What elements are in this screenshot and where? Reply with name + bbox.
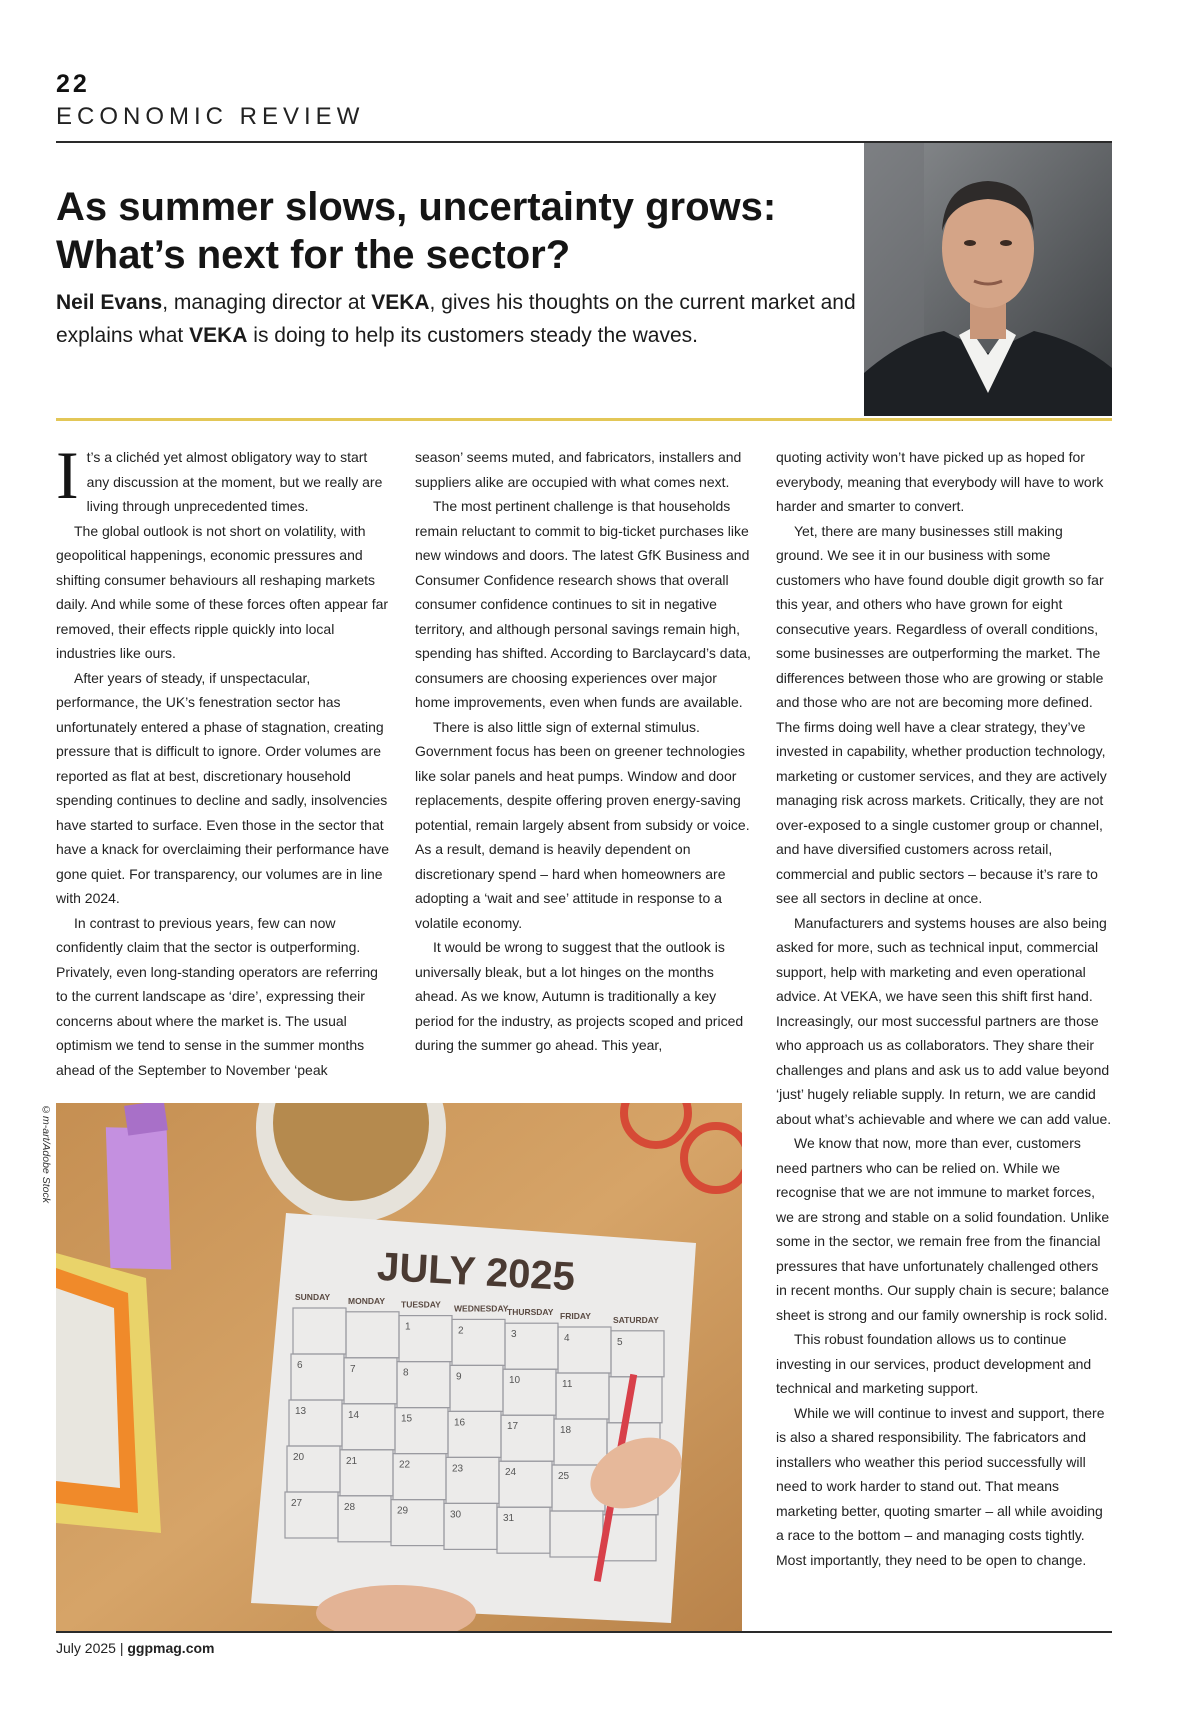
headline-line-1: As summer slows, uncertainty grows: bbox=[56, 185, 777, 229]
calendar-day-number: 23 bbox=[452, 1463, 464, 1475]
paragraph-8: It would be wrong to suggest that the outlook is universally bleak, but a lot hinges on the months ahead. As we know, Autumn is traditionally a key period for the industry, as projects scoped and priced during the summer go ahead. This year, bbox=[415, 939, 744, 1053]
paragraph-7: There is also little sign of external stimulus. Government focus has been on greener technologies like solar panels and heat pumps. Window and door replacements, despite offering proven energy-saving potential, remain largely absent from subsidy or voice. As a result, demand is heavily dependent on discretionary spend – hard when homeowners are adopting a ‘wait and see’ attitude in response to a volatile economy. bbox=[415, 718, 750, 931]
article-column-3 bbox=[776, 445, 1112, 1572]
weekday-label: SATURDAY bbox=[613, 1314, 659, 1325]
calendar-day-number: 3 bbox=[511, 1329, 517, 1341]
footer-separator: | bbox=[119, 1640, 124, 1656]
paragraph-13: This robust foundation allows us to continue investing in our services, product development and technical and marketing support. bbox=[776, 1331, 1092, 1396]
weekday-label: SUNDAY bbox=[295, 1292, 331, 1302]
calendar-day-number: 28 bbox=[344, 1501, 356, 1513]
paragraph-1: It’s a clichéd yet almost obligatory way to start any discussion at the moment, but we really are living through unprecedented times. bbox=[56, 437, 383, 514]
weekday-label: FRIDAY bbox=[560, 1311, 591, 1321]
section-label: ECONOMIC REVIEW bbox=[56, 103, 365, 130]
standfirst-part-2: , gives his thoughts on the current market and explains what bbox=[56, 291, 856, 347]
paragraph-14: While we will continue to invest and support, there is also a shared responsibility. The fabricators and installers who weather this period successfully will need to work harder to stand out. That means marketing better, quoting smarter – all while avoiding a race to the bottom – and managing costs tightly. Most importantly, they need to be open to change. bbox=[776, 1404, 1105, 1568]
calendar-day-number: 31 bbox=[503, 1513, 515, 1525]
calendar-day-number: 16 bbox=[454, 1417, 466, 1429]
paragraph-11: Manufacturers and systems houses are also being asked for more, such as technical input, commercial support, help with marketing and even operational advice. At VEKA, we have seen this shift first hand. Increasingly, our most successful partners are those who approach us as collaborators. They share their challenges and plans and ask us to add value beyond ‘just’ hugely reliable supply. In return, we are candid about what’s achievable and where we can add value. bbox=[776, 914, 1112, 1127]
paragraph-12: We know that now, more than ever, customers need partners who can be relied on. While we recognise that we are not immune to market forces, we are strong and stable on a solid foundation. Unlike some in the sector, we remain free from the financial pressures that have unfortunately challenged others in recent months. Our supply chain is secure; balance sheet is strong and our family ownership is rock solid. bbox=[776, 1135, 1110, 1323]
calendar-day-number: 29 bbox=[397, 1505, 409, 1517]
portrait-photo-icon bbox=[864, 143, 1112, 416]
paragraph-3: After years of steady, if unspectacular, performance, the UK’s fenestration sector has unfortunately entered a phase of stagnation, creating pressure that is difficult to ignore. Order volumes are reported as flat at best, discretionary household spending continues to decline and sadly, insolvencies have started to surface. Even those in the sector that have a knack for overclaiming their performance have gone quiet. For transparency, our volumes are in line with 2024. bbox=[56, 669, 390, 906]
calendar-day-number: 1 bbox=[405, 1321, 411, 1333]
standfirst-part-1: , managing director at bbox=[162, 291, 372, 314]
photo-credit: ©m-art/Adobe Stock bbox=[40, 1104, 52, 1203]
page-number: 22 bbox=[56, 70, 90, 98]
headline bbox=[56, 183, 856, 279]
calendar-day-number: 30 bbox=[450, 1509, 462, 1521]
calendar-day-number: 9 bbox=[456, 1371, 462, 1383]
company-name-2: VEKA bbox=[189, 324, 248, 347]
paragraph-2: The global outlook is not short on volatility, with geopolitical happenings, economic pressures and shifting consumer behaviours all reshaping markets daily. And while some of these forces often appear far removed, their effects ripple quickly into local industries like ours. bbox=[56, 522, 389, 661]
site-link[interactable]: ggpmag.com bbox=[127, 1640, 215, 1656]
calendar-day-number: 5 bbox=[617, 1336, 623, 1348]
standfirst bbox=[56, 286, 856, 352]
weekday-label: THURSDAY bbox=[507, 1307, 554, 1318]
article-column-2 bbox=[415, 445, 755, 1058]
calendar-day-number: 14 bbox=[348, 1409, 360, 1421]
calendar-illustration bbox=[56, 1103, 742, 1631]
calendar-day-number: 20 bbox=[293, 1452, 305, 1463]
bottom-rule bbox=[56, 1631, 1112, 1633]
author-portrait bbox=[864, 143, 1112, 416]
calendar-day-number: 10 bbox=[509, 1375, 521, 1387]
paragraph-9: quoting activity won’t have picked up as hoped for everybody, meaning that everybody will have to work harder and smarter to convert. bbox=[776, 449, 1104, 514]
calendar-photo bbox=[56, 1103, 742, 1631]
calendar-title: JULY 2025 bbox=[376, 1244, 577, 1300]
weekday-label: TUESDAY bbox=[401, 1299, 441, 1310]
paragraph-4: In contrast to previous years, few can now confidently claim that the sector is outperforming. Privately, even long-standing operators are referring to the current landscape as ‘dire’, expressing their concerns about where the market is. The usual optimism we tend to sense in the summer months ahead of the September to November ‘peak bbox=[56, 914, 378, 1078]
company-name: VEKA bbox=[371, 291, 430, 314]
drop-cap: I bbox=[56, 437, 79, 513]
article-column-1 bbox=[56, 437, 390, 1082]
calendar-day-number: 27 bbox=[291, 1498, 303, 1509]
calendar-day-number: 13 bbox=[295, 1406, 307, 1417]
calendar-day-number: 18 bbox=[560, 1425, 572, 1436]
calendar-day-number: 2 bbox=[458, 1325, 464, 1337]
calendar-day-number: 7 bbox=[350, 1363, 356, 1375]
gold-divider bbox=[56, 418, 1112, 421]
headline-line-2: What’s next for the sector? bbox=[56, 233, 571, 277]
issue-date: July 2025 bbox=[56, 1640, 116, 1656]
calendar-day-number: 15 bbox=[401, 1413, 413, 1425]
calendar-day-number: 21 bbox=[346, 1455, 358, 1467]
calendar-day-number: 6 bbox=[297, 1360, 303, 1371]
paragraph-6: The most pertinent challenge is that households remain reluctant to commit to big-ticket purchases like new windows and doors. The latest GfK Business and Consumer Confidence research shows that overall consumer confidence continues to sit in negative territory, and although personal savings remain high, spending has shifted. According to Barclaycard’s data, consumers are choosing experiences over major home improvements, even when funds are available. bbox=[415, 498, 751, 710]
calendar-day-number: 25 bbox=[558, 1471, 570, 1482]
calendar-day-number: 17 bbox=[507, 1421, 519, 1433]
weekday-label: MONDAY bbox=[348, 1295, 385, 1306]
calendar-day-number: 11 bbox=[562, 1379, 573, 1390]
author-name: Neil Evans bbox=[56, 291, 163, 314]
calendar-day-number: 22 bbox=[399, 1459, 411, 1471]
paragraph-5: season’ seems muted, and fabricators, installers and suppliers alike are occupied with what comes next. bbox=[415, 449, 742, 490]
calendar-day-number: 8 bbox=[403, 1367, 409, 1379]
weekday-label: WEDNESDAY bbox=[454, 1303, 509, 1314]
standfirst-part-3: is doing to help its customers steady the waves. bbox=[247, 324, 698, 347]
calendar-day-number: 4 bbox=[564, 1333, 570, 1344]
footer bbox=[56, 1640, 214, 1656]
paragraph-10: Yet, there are many businesses still making ground. We see it in our business with some customers who have found double digit growth so far this year, and others who have grown for eight consecutive years. Regardless of overall conditions, some businesses are outperforming the market. The differences between those who are growing or stable and those who are not are becoming more defined. The firms doing well have a clear strategy, they’ve invested in capability, whether production technology, marketing or customer services, and they are actively managing risk across markets. Critically, they are not over-exposed to a single customer group or channel, and have diversified customers across retail, commercial and public sectors – because it’s rare to see all sectors in decline at once. bbox=[776, 522, 1107, 906]
calendar-day-number: 24 bbox=[505, 1467, 517, 1479]
